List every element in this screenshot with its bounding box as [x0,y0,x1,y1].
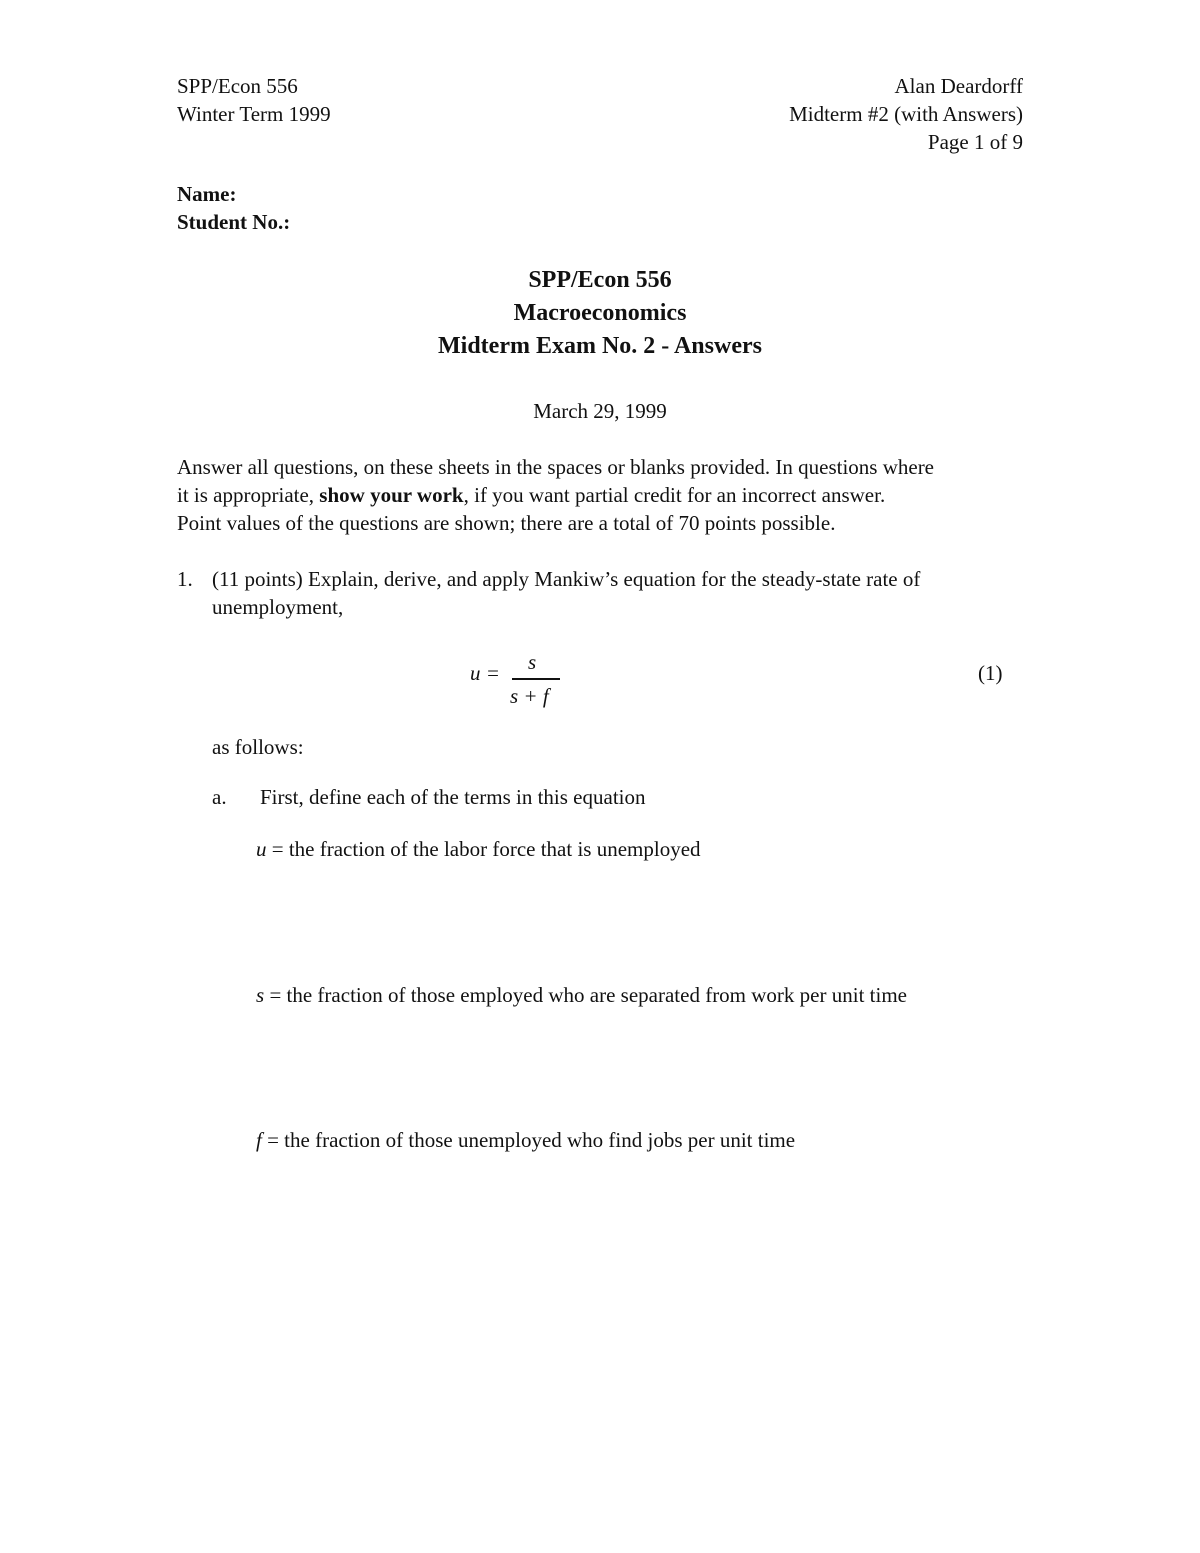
instructions-line-2 [177,481,885,509]
fraction-bar [512,678,560,680]
page-label-header: Page 1 of 9 [927,130,1023,154]
definition-var: s [256,983,265,1007]
question-1-line-2: unemployment, [212,595,344,619]
equation-denominator: s + f [510,684,549,708]
course-header: SPP/Econ 556 [177,74,298,98]
part-a-letter: a. [212,785,227,809]
title-course: SPP/Econ 556 [528,267,672,293]
as-follows-text: as follows: [212,735,304,759]
definition-u [256,835,701,863]
instructions-line-2-post: , if you want partial credit for an incorrect answer. [463,483,886,507]
equation-numerator: s [528,650,537,674]
title-subject: Macroeconomics [513,300,687,326]
definition-text: = the fraction of those unemployed who find jobs per unit time [261,1128,796,1152]
title-exam: Midterm Exam No. 2 - Answers [438,333,762,359]
name-label: Name: [177,182,237,206]
definition-text: = the fraction of the labor force that is unemployed [266,837,701,861]
definition-s [256,981,907,1009]
instructions-emphasis: show your work [319,483,464,507]
instructions-line-1: Answer all questions, on these sheets in the spaces or blanks provided. In questions where [177,455,935,479]
definition-f [256,1126,795,1154]
instructions-line-3: Point values of the questions are shown; there are a total of 70 points possible. [177,511,836,535]
definition-text: = the fraction of those employed who are separated from work per unit time [264,983,907,1007]
definition-var: f [256,1128,262,1152]
definition-var: u [256,837,267,861]
equation-label: (1) [978,661,1003,685]
instructions-line-2-pre: it is appropriate, [177,483,320,507]
exam-label-header: Midterm #2 (with Answers) [789,102,1023,126]
question-1-line-1: (11 points) Explain, derive, and apply Mankiw’s equation for the steady-state rate of [212,567,921,591]
student-no-label: Student No.: [177,210,291,234]
equation-lhs: u = [470,661,500,685]
term-header: Winter Term 1999 [177,102,331,126]
part-a-prompt: First, define each of the terms in this equation [260,785,646,809]
question-1-number: 1. [177,567,193,591]
exam-date: March 29, 1999 [533,399,667,423]
author-header: Alan Deardorff [894,74,1023,98]
